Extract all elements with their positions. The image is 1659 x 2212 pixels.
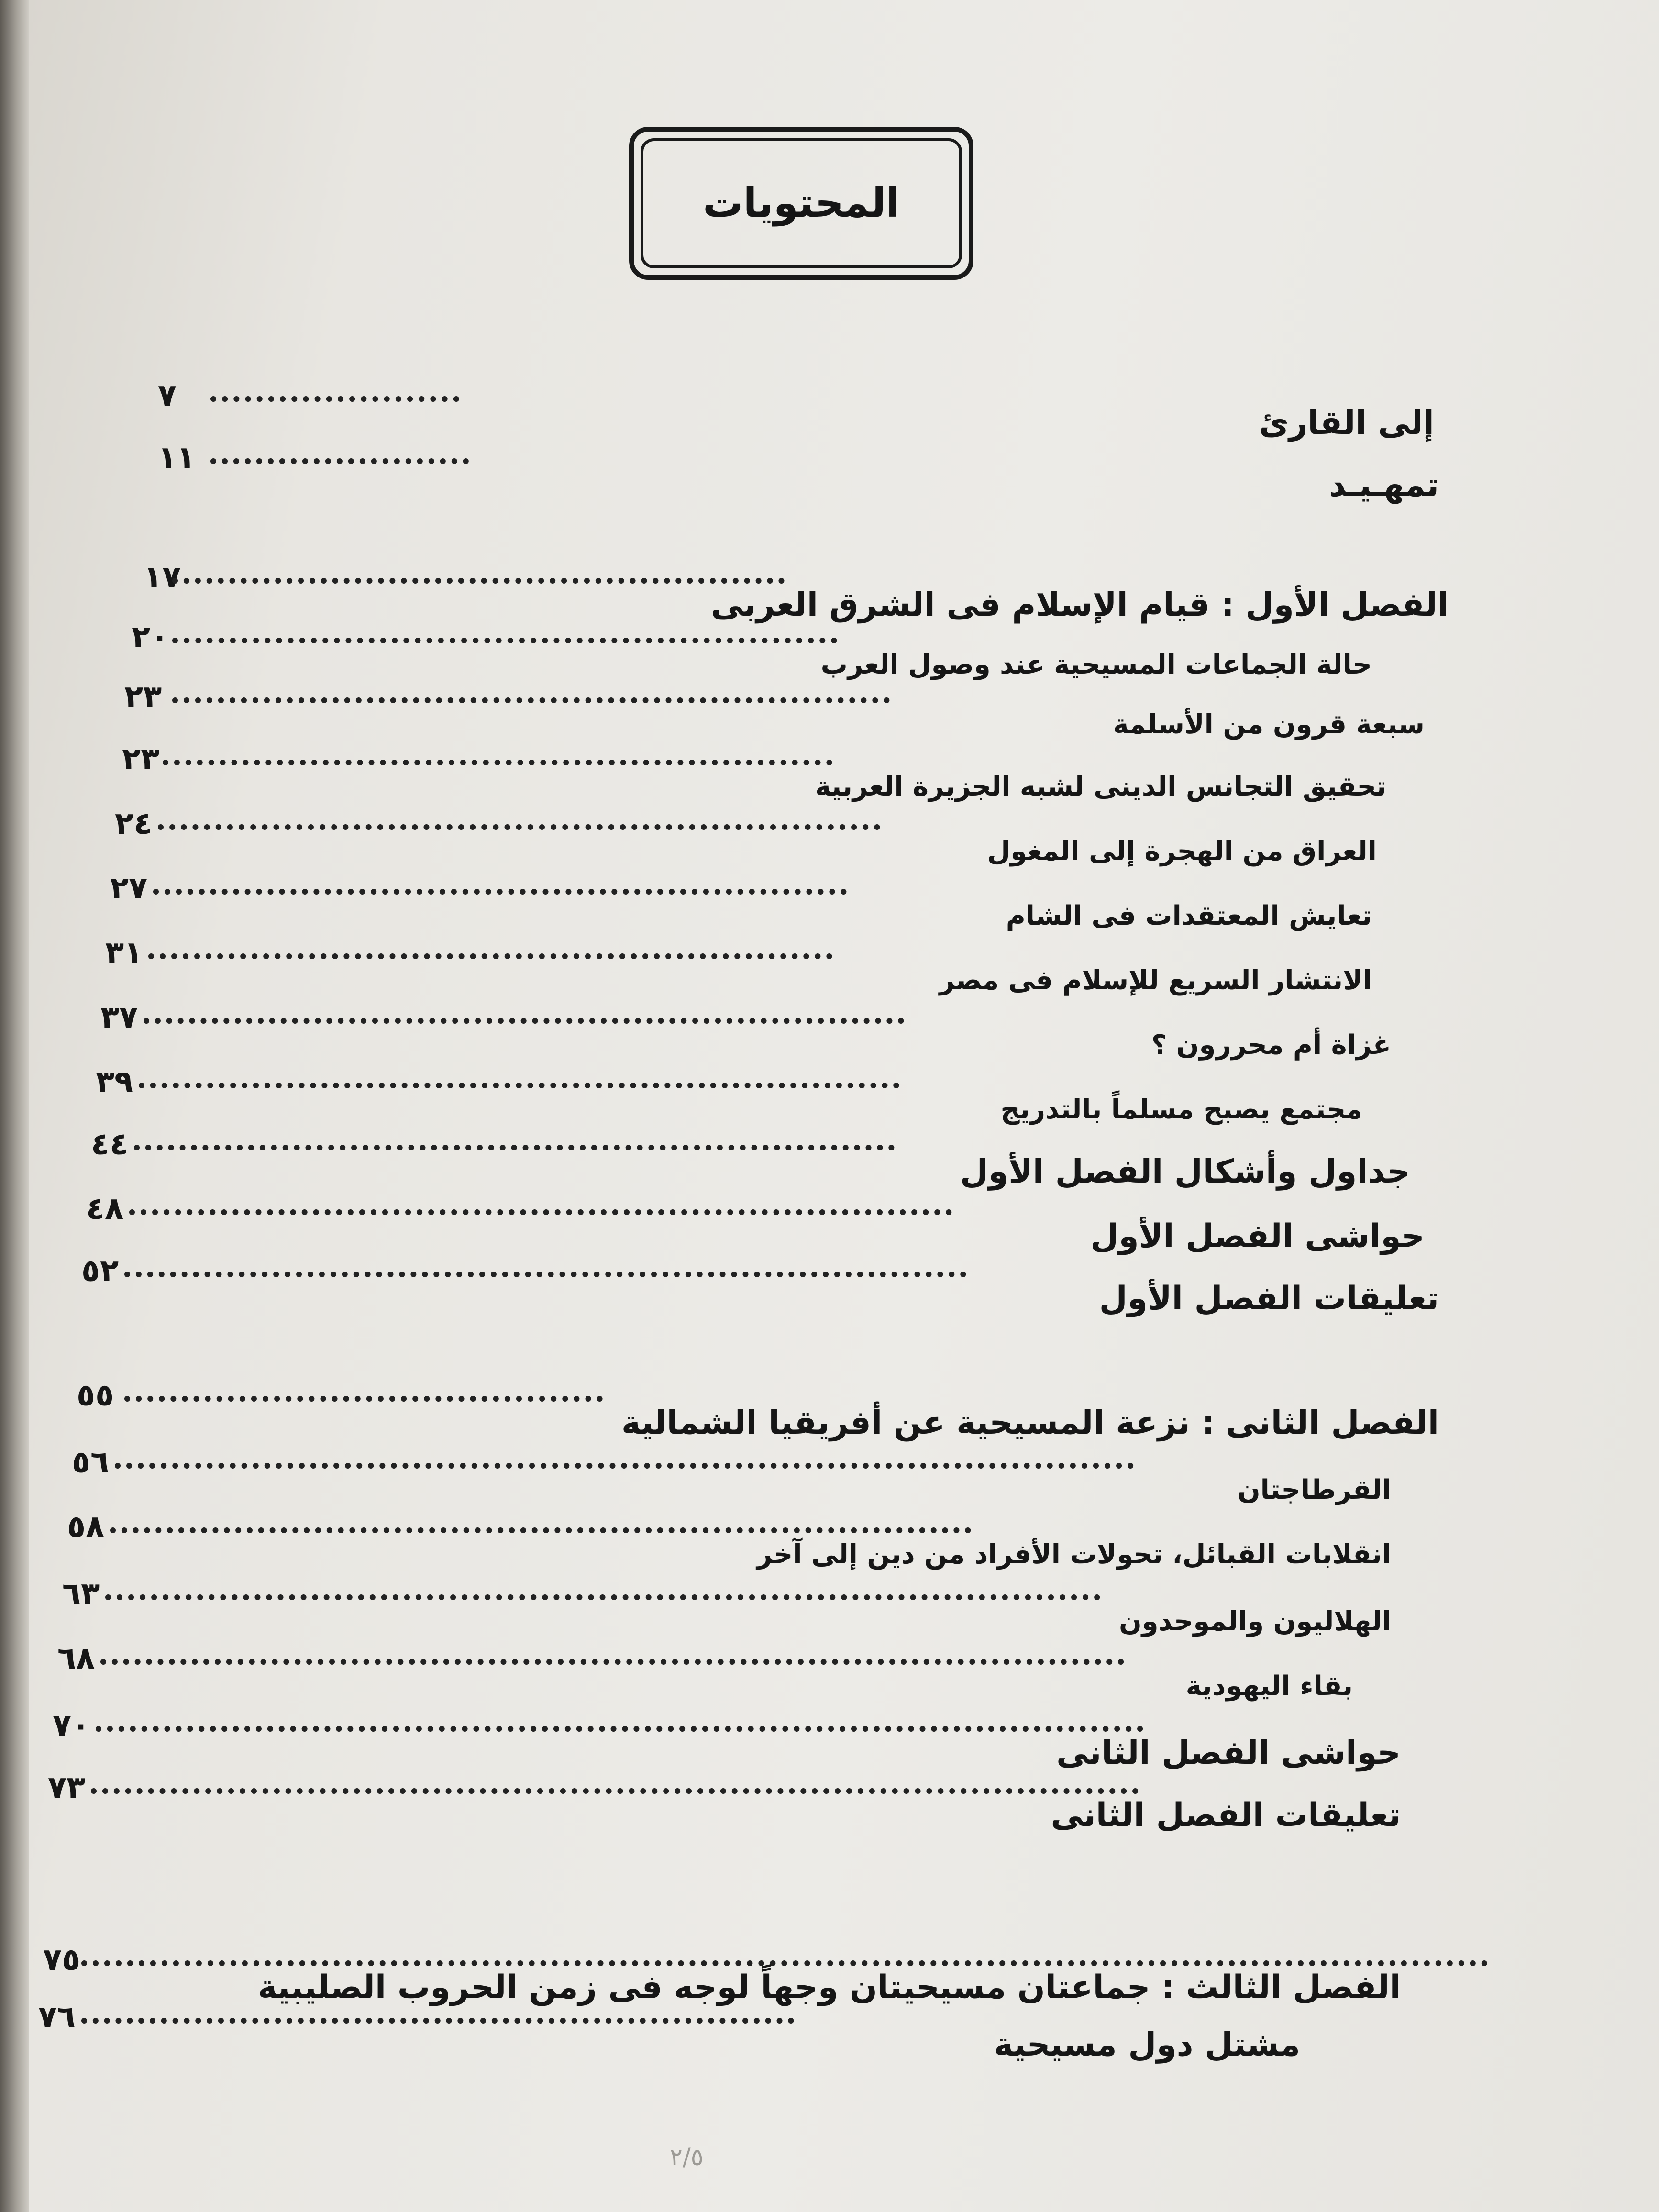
toc-leader-dots [96, 1726, 1143, 1732]
toc-entry-label: حواشى الفصل الأول [1090, 1217, 1425, 1255]
toc-entry [29, 1509, 1659, 1570]
toc-leader-dots [124, 1396, 603, 1402]
toc-entry [29, 1127, 1659, 1191]
toc-entry [29, 1191, 1659, 1255]
toc-leader-dots [172, 697, 890, 703]
toc-entry-label: الهلاليون والموحدون [1119, 1606, 1391, 1637]
toc-entry-label: الفصل الأول : قيام الإسلام فى الشرق العربى [711, 586, 1449, 624]
toc-entry-label: إلى القارئ [1259, 404, 1434, 442]
toc-entry [29, 1641, 1659, 1702]
toc-entry [29, 1253, 1659, 1317]
toc-entry [29, 2000, 1659, 2064]
toc-leader-dots [144, 1018, 904, 1024]
toc-leader-dots [81, 1960, 1488, 1966]
toc-entry-label: بقاء اليهودية [1185, 1670, 1353, 1702]
toc-page-number: ٢٧ [110, 871, 148, 906]
toc-entry-label: الفصل الثالث : جماعتان مسيحيتان وجهاً لوجه فى زمن الحروب الصليبية [258, 1969, 1401, 2006]
toc-leader-dots [163, 760, 832, 765]
toc-entry-label: مشتل دول مسيحية [994, 2026, 1300, 2064]
toc-page-number: ٧٠ [53, 1708, 90, 1743]
toc-leader-dots [129, 1209, 952, 1215]
toc-leader-dots [124, 1272, 966, 1277]
toc-entry [29, 871, 1659, 931]
toc-leader-dots [91, 1788, 1139, 1794]
toc-entry-label: القرطاجتان [1237, 1474, 1391, 1505]
toc-leader-dots [210, 396, 459, 402]
toc-entry [29, 560, 1659, 624]
toc-leader-dots [115, 1463, 1134, 1469]
toc-page-number: ٤٤ [91, 1127, 129, 1162]
toc-entry [29, 1064, 1659, 1125]
toc-entry-label: حالة الجماعات المسيحية عند وصول العرب [820, 649, 1372, 680]
toc-entry [29, 1378, 1659, 1442]
toc-page-number: ٦٨ [57, 1641, 95, 1676]
toc-page-number: ٥٢ [81, 1253, 119, 1289]
toc-entry-label: مجتمع يصبح مسلماً بالتدريج [1000, 1094, 1362, 1125]
book-page [29, 0, 1659, 2212]
toc-entry [29, 440, 1659, 504]
toc-entry [29, 741, 1659, 802]
toc-leader-dots [158, 824, 880, 830]
toc-leader-dots [139, 1083, 899, 1088]
toc-page-number: ٧٣ [48, 1770, 86, 1805]
toc-entry-label: تحقيق التجانس الدينى لشبه الجزيرة العربية [815, 771, 1386, 802]
toc-leader-dots [81, 2018, 794, 2024]
title-frame [629, 127, 973, 280]
toc-entry-label: حواشى الفصل الثانى [1056, 1734, 1401, 1772]
book-spine-shadow [0, 0, 29, 2212]
toc-leader-dots [110, 1527, 971, 1533]
toc-leader-dots [172, 638, 837, 643]
toc-entry [29, 1000, 1659, 1061]
toc-leader-dots [148, 953, 832, 959]
footer-mark: ٢/٥ [670, 2143, 704, 2171]
toc-entry [29, 806, 1659, 867]
toc-leader-dots [134, 1145, 895, 1150]
toc-entry-label: سبعة قرون من الأسلمة [1113, 709, 1425, 740]
toc-page-number: ١٧ [144, 560, 181, 595]
toc-entry [29, 378, 1659, 442]
toc-entry-label: غزاة أم محررون ؟ [1151, 1029, 1391, 1061]
toc-entry-label: العراق من الهجرة إلى المغول [987, 836, 1377, 867]
toc-entry-label: الانتشار السريع للإسلام فى مصر [939, 965, 1372, 996]
toc-entry-label: تعايش المعتقدات فى الشام [1006, 900, 1372, 931]
toc-entry [29, 1576, 1659, 1637]
toc-entry-label: تعليقات الفصل الثانى [1051, 1796, 1401, 1834]
toc-page-number: ٢٣ [122, 741, 160, 777]
toc-leader-dots [100, 1659, 1124, 1665]
toc-leader-dots [172, 578, 785, 584]
toc-entry [29, 1770, 1659, 1834]
toc-entry [29, 935, 1659, 996]
toc-page-number: ٣٧ [100, 1000, 138, 1035]
toc-entry [29, 1708, 1659, 1772]
toc-page-number: ٣٩ [96, 1064, 133, 1100]
toc-entry-label: تعليقات الفصل الأول [1099, 1280, 1439, 1317]
toc-leader-dots [105, 1594, 1100, 1600]
toc-leader-dots [210, 458, 469, 464]
toc-page-number: ٤٨ [86, 1191, 124, 1227]
toc-page-number: ١١ [158, 440, 196, 476]
toc-page-number: ٣١ [105, 935, 143, 971]
toc-entry [29, 679, 1659, 740]
toc-page-number: ٥٦ [72, 1445, 110, 1480]
toc-entry-label: انقلابات القبائل، تحولات الأفراد من دين إلى آخر [757, 1539, 1391, 1570]
toc-page-number: ٦٣ [62, 1576, 100, 1612]
toc-entry [29, 1445, 1659, 1505]
toc-page-number: ٧ [158, 378, 177, 413]
toc-page-number: ٧٥ [43, 1942, 81, 1978]
toc-leader-dots [153, 889, 847, 895]
toc-page-number: ٧٦ [38, 2000, 76, 2035]
toc-page-number: ٢٤ [115, 806, 153, 841]
toc-page-number: ٥٥ [77, 1378, 114, 1413]
toc-entry [29, 1942, 1659, 2006]
toc-page-number: ٢٠ [132, 619, 169, 655]
toc-entry-label: جداول وأشكال الفصل الأول [960, 1153, 1410, 1191]
toc-entry-label: تمهـيـد [1329, 466, 1439, 504]
toc-page-number: ٢٣ [124, 679, 162, 715]
toc-entry [29, 619, 1659, 680]
page-title: المحتويات [703, 179, 900, 226]
toc-entry-label: الفصل الثانى : نزعة المسيحية عن أفريقيا الشمالية [621, 1404, 1439, 1442]
toc-page-number: ٥٨ [67, 1509, 105, 1545]
